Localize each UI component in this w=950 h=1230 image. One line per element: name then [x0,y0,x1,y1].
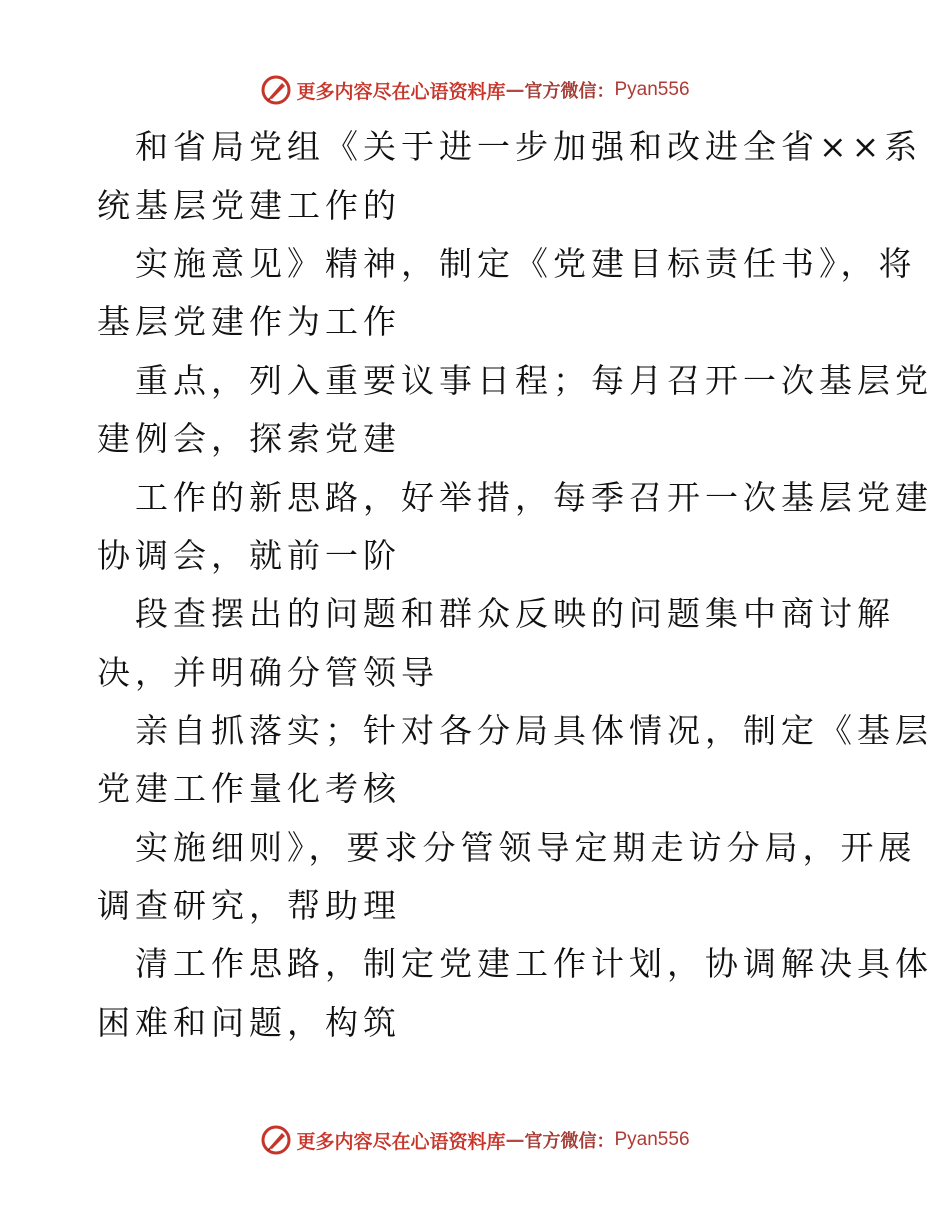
footer-watermark [0,1120,950,1160]
body-line: 清工作思路，制定党建工作计划，协调解决具体 [135,944,933,983]
body-line: 实施细则》，要求分管领导定期走访分局，开展 [135,828,917,867]
body-line: 工作的新思路，好举措，每季召开一次基层党建 [135,478,933,517]
body-line: 基层党建作为工作 [97,302,401,341]
body-line: 困难和问题，构筑 [97,1003,401,1042]
header-site-text: 更多内容尽在心语资料库 [296,80,506,103]
header-dash: — [505,79,525,101]
body-line: 亲自抓落实；针对各分局具体情况，制定《基层 [135,711,933,750]
body-line: 党建工作量化考核 [97,769,401,808]
footer-wechat-id: Pyan556 [614,1129,690,1150]
body-line: 调查研究，帮助理 [97,886,401,925]
body-line: 和省局党组《关于进一步加强和改进全省××系 [135,127,923,166]
body-line: 段查摆出的问题和群众反映的问题集中商讨解 [135,594,895,633]
body-line: 重点，列入重要议事日程；每月召开一次基层党 [135,361,933,400]
quill-pen-logo-icon [260,1124,292,1156]
header-wechat-label: 官方微信： [524,81,615,102]
body-line: 协调会，就前一阶 [97,536,401,575]
body-line: 实施意见》精神，制定《党建目标责任书》，将 [135,244,917,283]
body-line: 统基层党建工作的 [97,186,401,225]
body-line: 决，并明确分管领导 [97,653,439,692]
footer-dash: — [505,1129,525,1151]
quill-pen-logo-icon [260,74,292,106]
body-line: 建例会，探索党建 [97,419,401,458]
footer-wechat-label: 官方微信： [524,1131,615,1152]
header-wechat-id: Pyan556 [614,79,690,100]
footer-site-text: 更多内容尽在心语资料库 [296,1130,506,1153]
header-watermark [0,70,950,110]
